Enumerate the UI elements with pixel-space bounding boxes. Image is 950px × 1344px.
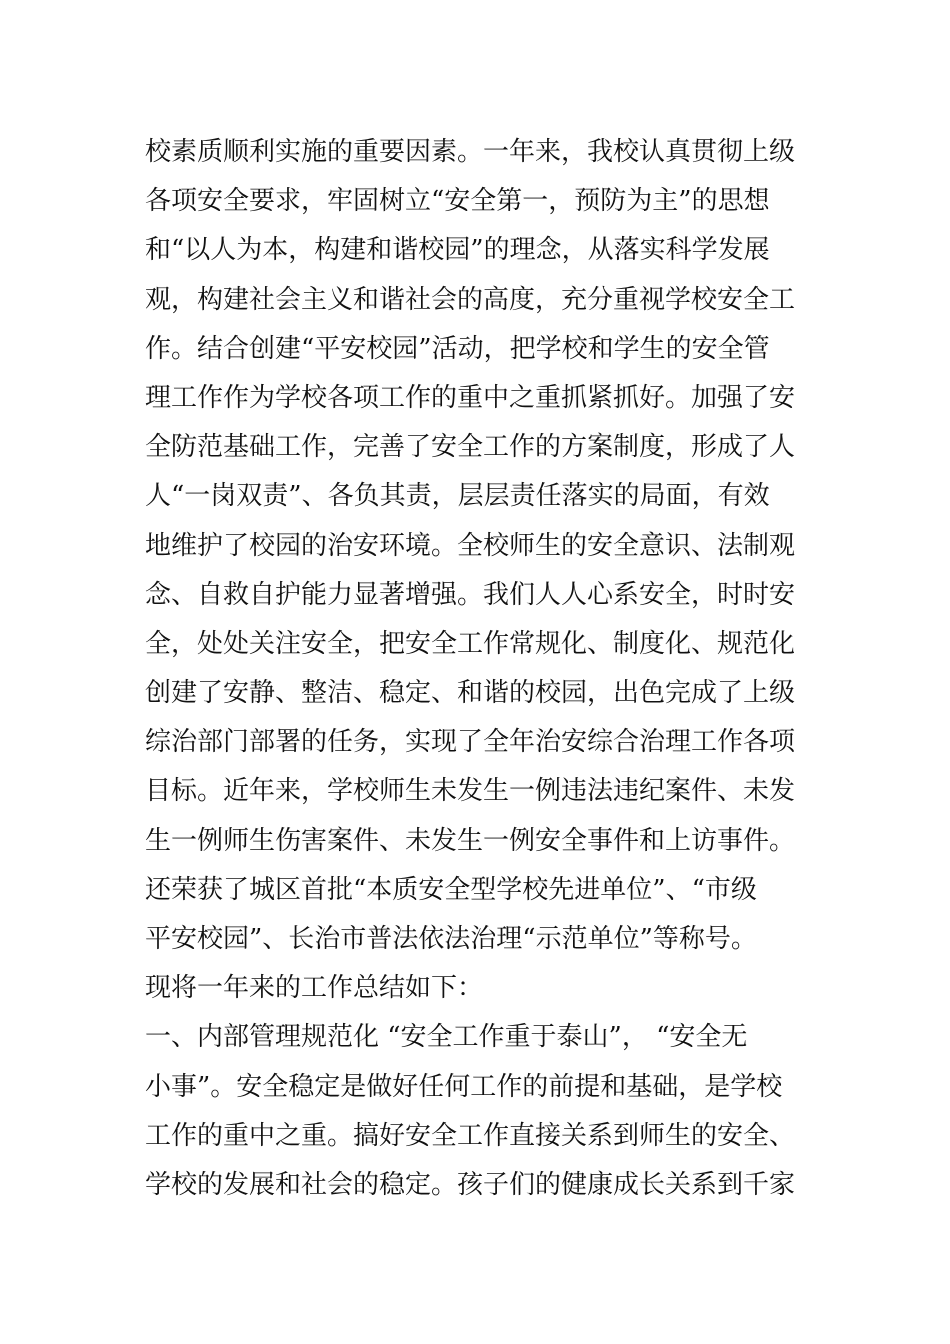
text-line: 生一例师生伤害案件、未发生一例安全事件和上访事件。 xyxy=(145,825,796,856)
text-line: 念、自救自护能力显著增强。我们人人心系安全，时时安 xyxy=(145,579,796,610)
text-line: 平安校园”、长治市普法依法治理“示范单位”等称号。 xyxy=(145,924,757,954)
text-line: 还荣获了城区首批“本质安全型学校先进单位”、“市级 xyxy=(145,874,757,905)
text-line: 和“以人为本，构建和谐校园”的理念，从落实科学发展 xyxy=(145,235,770,266)
text-line: 观，构建社会主义和谐社会的高度，充分重视学校安全工 xyxy=(145,284,796,315)
text-line: 现将一年来的工作总结如下： xyxy=(145,973,484,1004)
text-line: 校素质顺利实施的重要因素。一年来，我校认真贯彻上级 xyxy=(145,137,796,167)
text-line: 小事”。安全稳定是做好任何工作的前提和基础，是学校 xyxy=(145,1071,783,1102)
section-heading-line: 一、内部管理规范化 “安全工作重于泰山”， “安全无 xyxy=(145,1022,748,1053)
text-line: 全防范基础工作，完善了安全工作的方案制度，形成了人 xyxy=(145,432,796,463)
text-line: 目标。近年来，学校师生未发生一例违法违纪案件、未发 xyxy=(145,776,796,807)
body-text xyxy=(145,128,810,1210)
text-line: 人“一岗双责”、各负其责，层层责任落实的局面，有效 xyxy=(145,481,770,512)
text-line: 理工作作为学校各项工作的重中之重抓紧抓好。加强了安 xyxy=(145,382,796,413)
text-line: 地维护了校园的治安环境。全校师生的安全意识、法制观 xyxy=(145,530,796,561)
text-line: 工作的重中之重。搞好安全工作直接关系到师生的安全、 xyxy=(145,1120,796,1151)
text-line: 全，处处关注安全，把安全工作常规化、制度化、规范化 xyxy=(145,628,796,659)
text-line: 创建了安静、整洁、稳定、和谐的校园，出色完成了上级 xyxy=(145,678,796,709)
text-line: 综治部门部署的任务，实现了全年治安综合治理工作各项 xyxy=(145,727,796,758)
text-line: 学校的发展和社会的稳定。孩子们的健康成长关系到千家 xyxy=(145,1169,796,1200)
text-line: 各项安全要求，牢固树立“安全第一，预防为主”的思想 xyxy=(145,186,770,217)
text-line: 作。结合创建“平安校园”活动，把学校和学生的安全管 xyxy=(145,333,770,364)
